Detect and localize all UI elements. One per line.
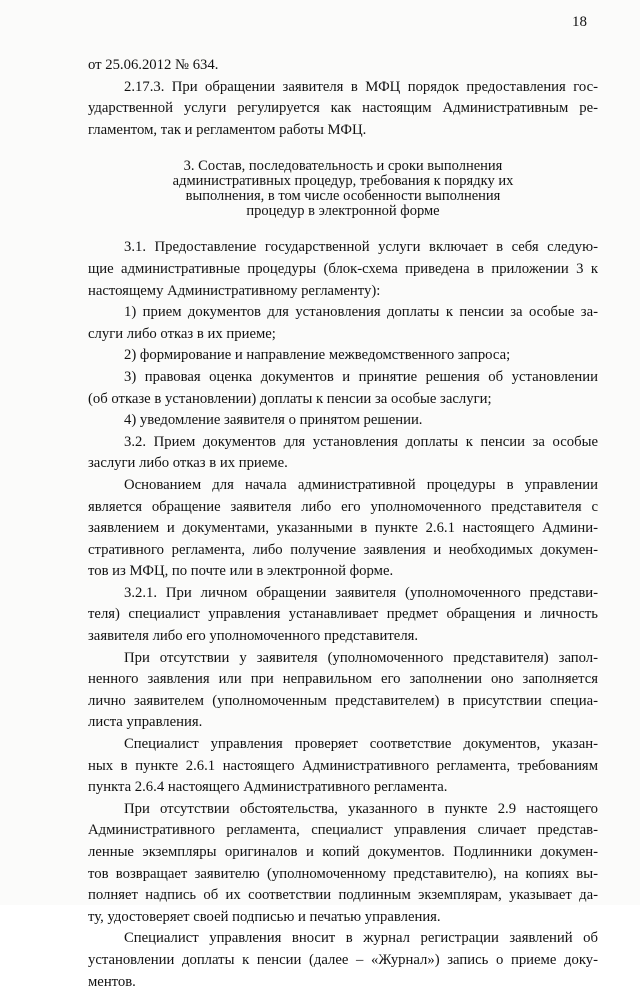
- text-line: тов возвращает заявителю (уполномоченному представителю), на копиях вы-: [88, 865, 598, 882]
- text-line: стративного регламента, либо получение заявления и необходимых докумен-: [88, 541, 598, 558]
- document-content: [88, 55, 598, 993]
- text-line: ту, удостоверяет своей подписью и печатью управления.: [88, 908, 441, 925]
- text-line: гламентом, так и регламентом работы МФЦ.: [88, 121, 367, 138]
- text-line: теля) специалист управления устанавливает предмет обращения и личность: [88, 606, 598, 623]
- text-line: листа управления.: [88, 714, 203, 731]
- text-line: 3.2. Прием документов для установления доплаты к пенсии за особые: [124, 433, 598, 450]
- text-line: тов из МФЦ, по почте или в электронной форме.: [88, 563, 394, 580]
- text-line: ных в пункте 2.6.1 настоящего Административного регламента, требованиям: [88, 757, 598, 774]
- text-line: является обращение заявителя либо его уполномоченного представителя с: [88, 498, 598, 515]
- text-line: (об отказе в установлении) доплаты к пенсии за особые заслуги;: [88, 390, 492, 407]
- text-line: 1) прием документов для установления доплаты к пенсии за особые за-: [124, 304, 598, 321]
- section-heading: выполнения, в том числе особенности выполнения: [185, 188, 501, 205]
- text-line: Специалист управления вносит в журнал регистрации заявлений об: [124, 930, 598, 947]
- text-line: Административного регламента, специалист управления сличает представ-: [88, 822, 598, 839]
- text-line: ударственной услуги регулируется как настоящим Административным ре-: [88, 100, 598, 117]
- text-line: 3.2.1. При личном обращении заявителя (уполномоченного представи-: [124, 584, 598, 601]
- text-line: щие административные процедуры (блок-схема приведена в приложении 3 к: [88, 260, 598, 277]
- text-line: 2) формирование и направление межведомственного запроса;: [124, 347, 511, 364]
- text-line: лично заявителем (уполномоченным представителем) в присутствии специа-: [88, 692, 598, 709]
- text-line: полняет надпись об их соответствии подлинным экземплярам, указывает да-: [88, 887, 598, 904]
- text-line: заслуги либо отказ в их приеме.: [88, 455, 288, 472]
- text-line: ленные экземпляры оригиналов и копий документов. Подлинники докумен-: [88, 844, 598, 860]
- text-line: 3.1. Предоставление государственной услуги включает в себя следую-: [124, 239, 598, 256]
- text-line: пункта 2.6.4 настоящего Административного регламента.: [88, 779, 448, 796]
- text-line: 3) правовая оценка документов и принятие решения об установлении: [124, 368, 598, 385]
- text-line: настоящему Административному регламенту):: [88, 282, 381, 299]
- text-line: слуги либо отказ в их приеме;: [88, 325, 276, 342]
- text-line: При отсутствии у заявителя (уполномоченного представителя) запол-: [124, 649, 598, 666]
- text-line: ненного заявления или при неправильном его заполнении оно заполняется: [88, 671, 598, 688]
- section-heading: процедур в электронной форме: [246, 203, 440, 220]
- text-line: от 25.06.2012 № 634.: [88, 57, 219, 73]
- text-line: Специалист управления проверяет соответствие документов, указан-: [124, 736, 598, 753]
- section-heading: 3. Состав, последовательность и сроки выполнения: [183, 158, 503, 175]
- text-line: ментов.: [88, 973, 136, 990]
- section-heading: административных процедур, требования к порядку их: [172, 173, 514, 190]
- text-line: Основанием для начала административной процедуры в управлении: [124, 476, 598, 493]
- text-line: 4) уведомление заявителя о принятом решении.: [124, 412, 423, 429]
- text-line: При отсутствии обстоятельства, указанного в пункте 2.9 настоящего: [124, 800, 598, 817]
- text-line: заявлением и документами, указанными в пункте 2.6.1 настоящего Админи-: [88, 520, 598, 537]
- text-line: 2.17.3. При обращении заявителя в МФЦ порядок предоставления гос-: [124, 78, 598, 95]
- text-line: заявителя либо его уполномоченного представителя.: [88, 628, 419, 645]
- page-number: 18: [572, 14, 587, 30]
- text-line: установлении доплаты к пенсии (далее – «Журнал») запись о приеме доку-: [88, 951, 598, 968]
